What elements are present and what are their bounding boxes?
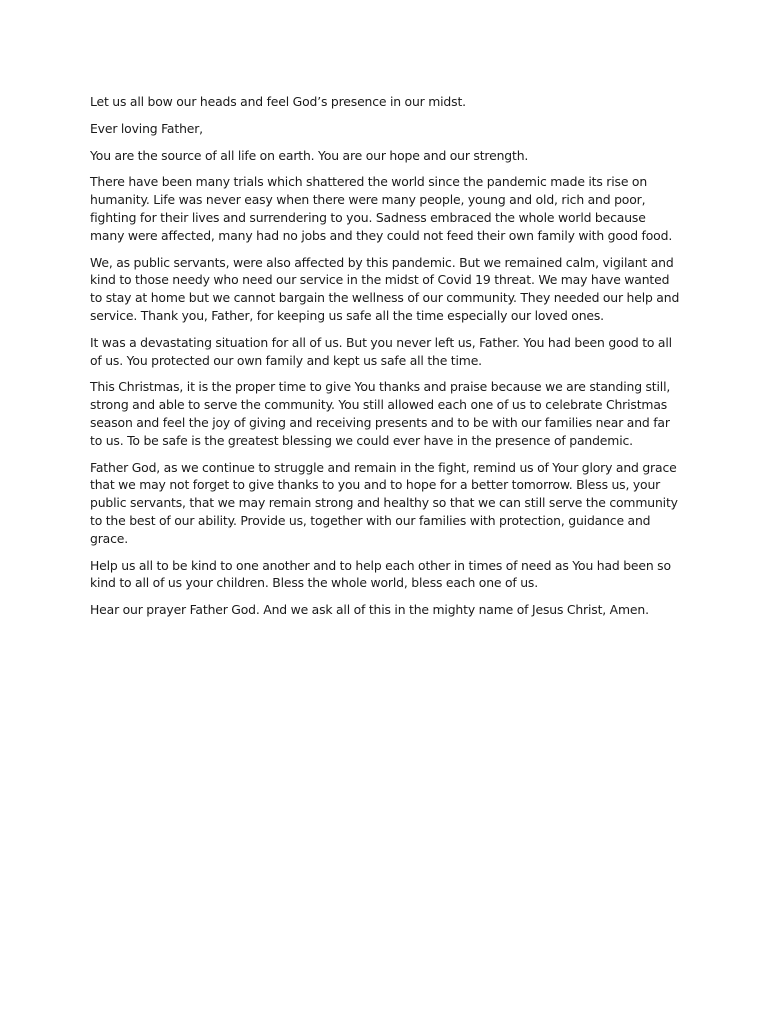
paragraph-father-god: Father God, as we continue to struggle and remain in the fight, remind us of Your glory and grace that we may not forget to give thanks to you and to hope for a better tomorrow. Bless us, your public servants, that we may remain strong and healthy so that we can still serve the community to the best of our ability. Provide us, together with our families with protection, guidance and grace. [90, 459, 678, 546]
paragraph-salutation: Ever loving Father, [90, 120, 203, 136]
paragraph-devastating-situation: It was a devastating situation for all of us. But you never left us, Father. You had been good to all of us. You protected our own family and kept us safe all the time. [90, 334, 672, 368]
paragraph-trials: There have been many trials which shattered the world since the pandemic made its rise on humanity. Life was never easy when there were many people, young and old, rich and poor, fighting for their lives and surrendering to you. Sadness embraced the whole world because many were affected, many had no jobs and they could not feed their own family with good food. [90, 174, 673, 243]
paragraph-source-of-life: You are the source of all life on earth. You are our hope and our strength. [90, 147, 529, 163]
paragraph-christmas: This Christmas, it is the proper time to give You thanks and praise because we are standing still, strong and able to serve the community. You still allowed each one of us to celebrate Christmas season and feel the joy of giving and receiving presents and to be with our families near and far to us. To be safe is the greatest blessing we could ever have in the presence of pandemic. [90, 379, 671, 448]
document-body [90, 93, 682, 628]
paragraph-kindness: Help us all to be kind to one another and to help each other in times of need as You had been so kind to all of us your children. Bless the whole world, bless each one of us. [90, 557, 671, 591]
paragraph-invocation: Let us all bow our heads and feel God’s presence in our midst. [90, 94, 466, 109]
paragraph-closing: Hear our prayer Father God. And we ask all of this in the mighty name of Jesus Christ, Amen. [90, 602, 649, 618]
paragraph-public-servants: We, as public servants, were also affected by this pandemic. But we remained calm, vigilant and kind to those needy who need our service in the midst of Covid 19 threat. We may have wanted to stay at home but we cannot bargain the wellness of our community. They needed our help and service. Thank you, Father, for keeping us safe all the time especially our loved ones. [90, 254, 680, 323]
